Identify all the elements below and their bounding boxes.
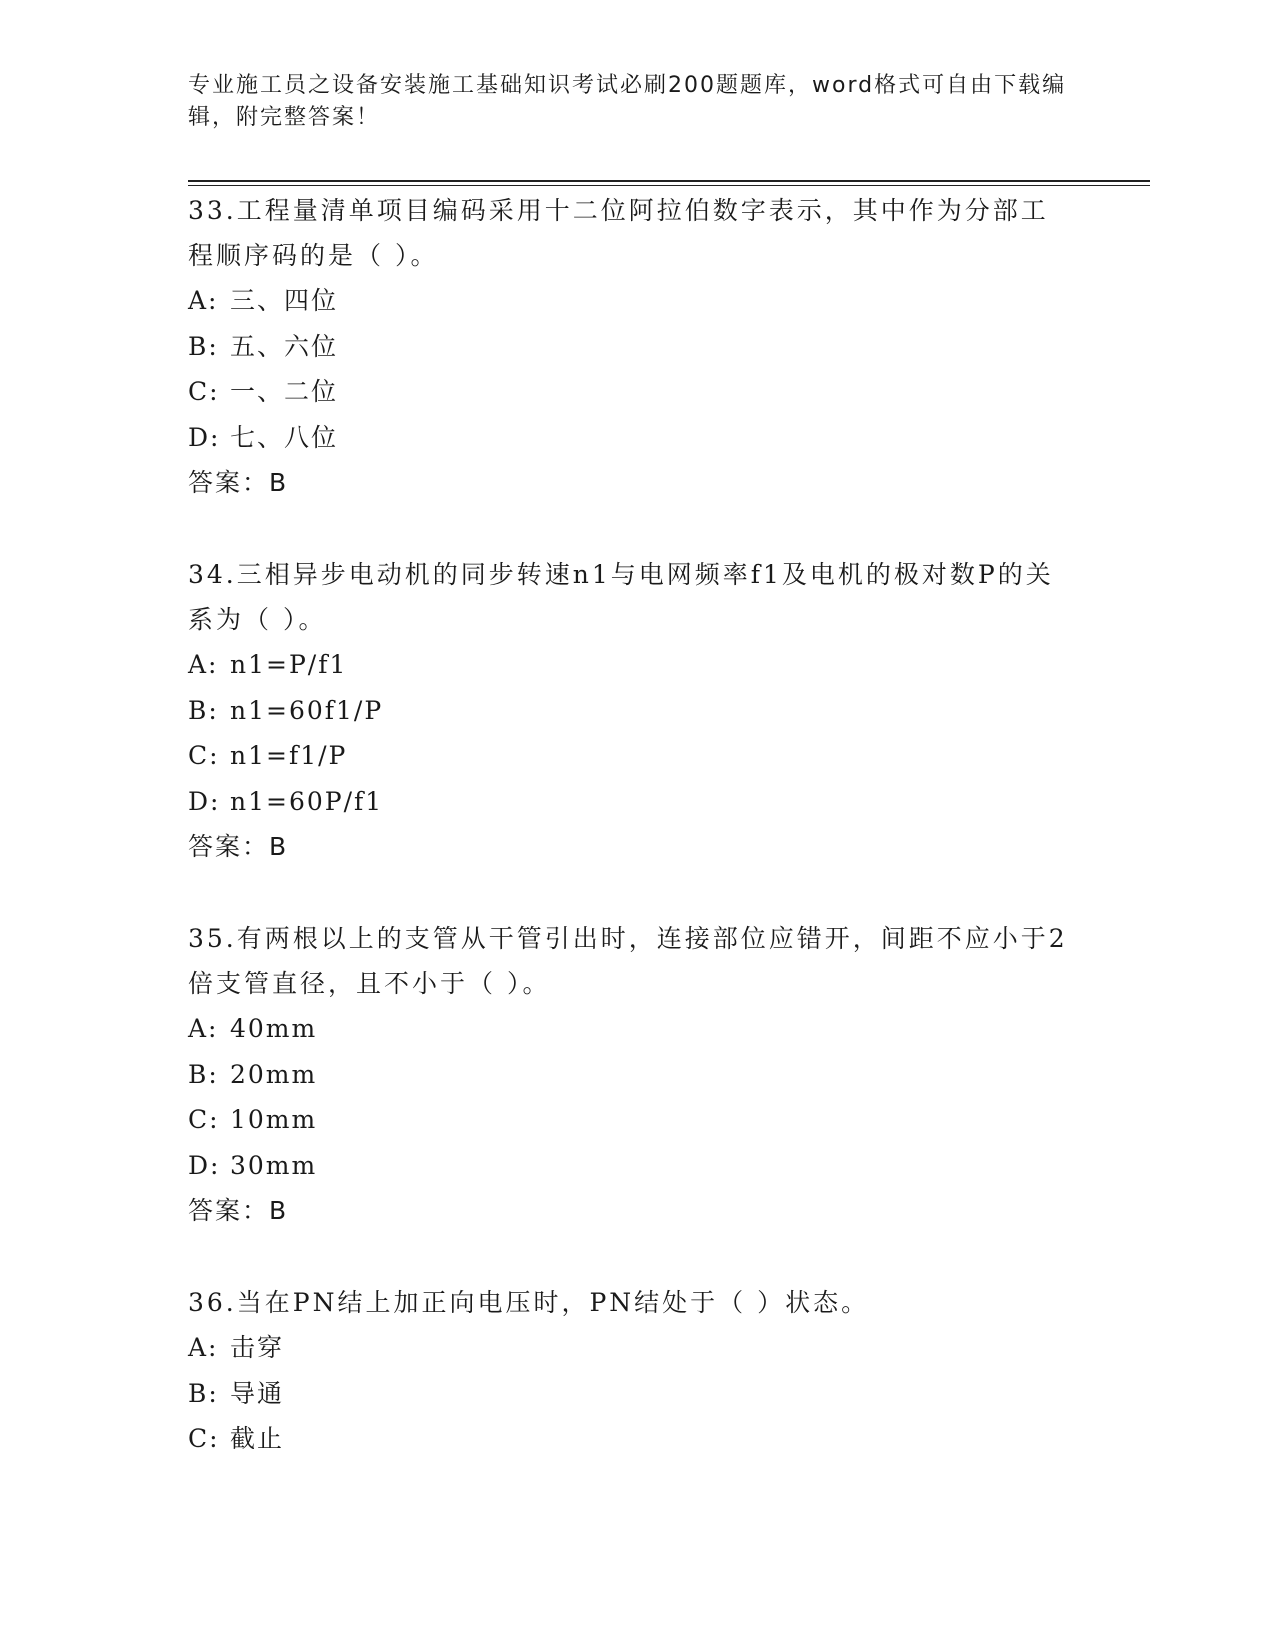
- option-text: n1=f1/P: [230, 741, 348, 770]
- option-c: [188, 1097, 1150, 1143]
- question-35: [188, 916, 1150, 1233]
- option-c: [188, 733, 1150, 779]
- document-page: [188, 70, 1148, 1453]
- option-key: C:: [188, 1105, 220, 1134]
- option-d: [188, 779, 1150, 825]
- option-text: 10mm: [230, 1105, 318, 1134]
- question-stem: 35.有两根以上的支管从干管引出时，连接部位应错开，间距不应小于2倍支管直径，且不小于（ ）。: [188, 924, 1068, 998]
- option-key: D:: [188, 786, 221, 816]
- option-text: 三、四位: [230, 286, 339, 315]
- option-text: 击穿: [230, 1333, 285, 1362]
- question-spacer: [188, 869, 1150, 916]
- option-a: [188, 1325, 1150, 1371]
- question-stem: 36.当在PN结上加正向电压时，PN结处于（ ）状态。: [188, 1288, 870, 1317]
- option-text: 20mm: [230, 1059, 318, 1089]
- question-spacer: [188, 505, 1150, 552]
- option-key: B:: [188, 695, 219, 725]
- divider-line-thin: [188, 185, 1150, 186]
- option-c: [188, 369, 1150, 415]
- answer-text: 答案：B: [188, 1196, 289, 1225]
- option-text: 七、八位: [230, 422, 339, 452]
- option-text: 30mm: [230, 1150, 318, 1180]
- option-key: D:: [188, 1150, 221, 1180]
- header-divider: [188, 180, 1150, 186]
- divider-line-thick: [188, 180, 1150, 182]
- option-c: [188, 1416, 1150, 1462]
- option-key: A:: [188, 1333, 219, 1362]
- option-text: n1=60P/f1: [230, 786, 384, 816]
- option-text: 导通: [230, 1378, 285, 1408]
- question-33: [188, 188, 1150, 505]
- option-a: [188, 642, 1150, 688]
- option-a: [188, 1006, 1150, 1052]
- option-key: B:: [188, 331, 219, 361]
- option-b: [188, 1371, 1150, 1417]
- option-key: A:: [188, 650, 219, 679]
- option-b: [188, 1052, 1150, 1098]
- option-key: C:: [188, 741, 220, 770]
- option-text: 40mm: [230, 1014, 318, 1043]
- question-stem: 34.三相异步电动机的同步转速n1与电网频率f1及电机的极对数P的关系为（ ）。: [188, 560, 1054, 634]
- answer-text: 答案：B: [188, 468, 289, 497]
- option-text: n1=60f1/P: [230, 695, 384, 725]
- answer-text: 答案：B: [188, 832, 289, 861]
- option-key: D:: [188, 422, 221, 452]
- question-stem: 33.工程量清单项目编码采用十二位阿拉伯数字表示，其中作为分部工程顺序码的是（ ）。: [188, 196, 1049, 270]
- option-text: 一、二位: [230, 377, 339, 406]
- option-key: A:: [188, 286, 219, 315]
- question-34: [188, 552, 1150, 869]
- document-header: 专业施工员之设备安装施工基础知识考试必刷200题题库，word格式可自由下载编辑，附完整答案！: [188, 73, 1067, 130]
- option-d: [188, 415, 1150, 461]
- option-key: C:: [188, 1424, 220, 1453]
- question-36: [188, 1280, 1150, 1462]
- question-spacer: [188, 1233, 1150, 1280]
- option-key: B:: [188, 1378, 219, 1408]
- option-a: [188, 278, 1150, 324]
- option-b: [188, 324, 1150, 370]
- option-key: C:: [188, 377, 220, 406]
- option-d: [188, 1143, 1150, 1189]
- option-text: 截止: [230, 1424, 285, 1453]
- option-b: [188, 688, 1150, 734]
- option-key: B:: [188, 1059, 219, 1089]
- option-text: n1=P/f1: [230, 650, 348, 679]
- question-list: [188, 188, 1150, 1462]
- option-text: 五、六位: [230, 331, 339, 361]
- option-key: A:: [188, 1014, 219, 1043]
